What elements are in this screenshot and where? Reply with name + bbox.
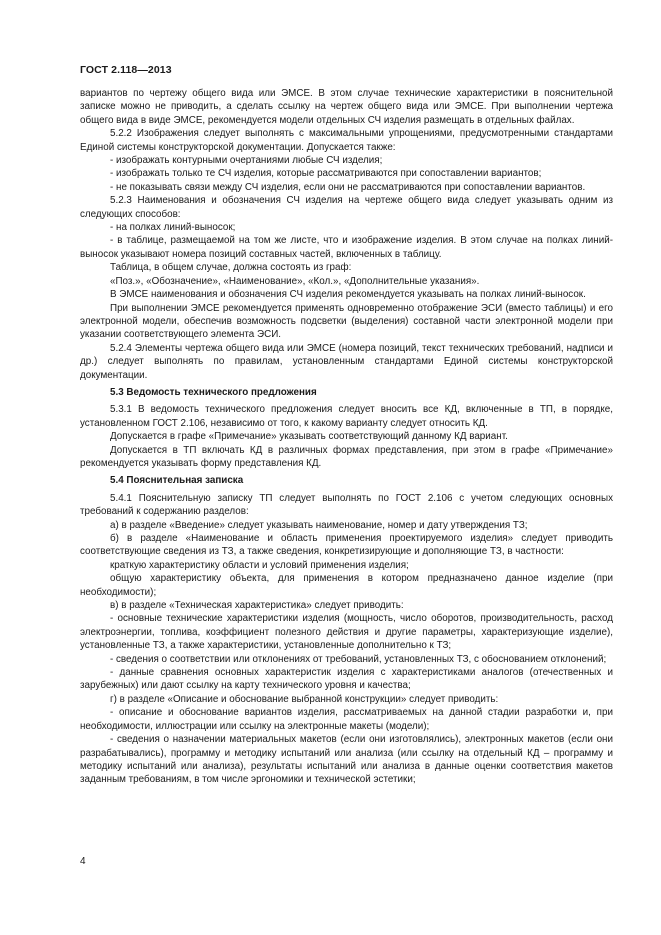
paragraph: а) в разделе «Введение» следует указывать наименование, номер и дату утверждения ТЗ; bbox=[110, 519, 528, 531]
paragraph: - сведения о назначении материальных макетов (если они изготовлялись), электронных макетов (если они разрабатывались), программу и методику испытаний или анализа (или ссылку на отдельный КД – программу и методику испытаний или анализа), результаты испытаний или анализа в данные оценки соответствия макетов заданным требованиям, в том числе эргономики и технической эстетики; bbox=[80, 734, 613, 786]
paragraph: В ЭМСЕ наименования и обозначения СЧ изделия рекомендуется указывать на полках линий-выносок. bbox=[110, 289, 586, 301]
document-body bbox=[80, 87, 613, 787]
paragraph: - данные сравнения основных характеристик изделия с характеристиками аналогов (отечественных и зарубежных) или дают ссылку на карту технического уровня и качества; bbox=[80, 667, 613, 692]
paragraph: 5.2.4 Элементы чертежа общего вида или ЭМСЕ (номера позиций, текст технических требований, надписи и др.) следует выполнять по правилам, установленным стандартами Единой системы конструкторской документации. bbox=[80, 342, 613, 381]
paragraph: Таблица, в общем случае, должна состоять из граф: bbox=[110, 262, 352, 274]
paragraph: б) в разделе «Наименование и область применения проектируемого изделия» следует приводить соответствующие сведения из ТЗ, а также сведения, конкретизирующие и дополняющие ТЗ, в частности: bbox=[80, 533, 613, 558]
paragraph: г) в разделе «Описание и обоснование выбранной конструкции» следует приводить: bbox=[110, 693, 499, 705]
section-heading: 5.3 Ведомость технического предложения bbox=[110, 386, 317, 398]
paragraph: - изображать только те СЧ изделия, которые рассматриваются при сопоставлении вариантов; bbox=[110, 168, 542, 180]
paragraph: - в таблице, размещаемой на том же листе, что и изображение изделия. В этом случае на полках линий-выносок указывают номера позиций составных частей, включенных в таблицу. bbox=[80, 235, 613, 260]
paragraph: - изображать контурными очертаниями любые СЧ изделия; bbox=[110, 155, 383, 167]
page-number: 4 bbox=[80, 856, 86, 867]
paragraph: При выполнении ЭМСЕ рекомендуется применять одновременно отображение ЭСИ (вместо таблицы) и его электронной модели, обеспечив возможность подсветки (выделения) составной части электронной модели при указании соответствующего элемента ЭСИ. bbox=[80, 302, 613, 341]
paragraph: - основные технические характеристики изделия (мощность, число оборотов, производительность, расход электроэнергии, топлива, коэффициент полезного действия и другие параметры, характеризующие изделие), установленные ТЗ, а также характеристики, установленные дополнительно к ТЗ; bbox=[80, 613, 613, 652]
paragraph: «Поз.», «Обозначение», «Наименование», «Кол.», «Дополнительные указания». bbox=[110, 275, 480, 287]
paragraph: - сведения о соответствии или отклонениях от требований, установленных ТЗ, с обоснованием отклонений; bbox=[110, 653, 607, 665]
paragraph: в) в разделе «Техническая характеристика» следует приводить: bbox=[110, 600, 404, 612]
paragraph: Допускается в ТП включать КД в различных формах представления, при этом в графе «Примечание» рекомендуется указывать форму представления КД. bbox=[80, 444, 613, 469]
paragraph: 5.2.2 Изображения следует выполнять с максимальными упрощениями, предусмотренными стандартами Единой системы конструкторской документации. Допускается также: bbox=[80, 128, 613, 153]
paragraph: вариантов по чертежу общего вида или ЭМСЕ. В этом случае технические характеристики в пояснительной записке можно не приводить, а сделать ссылку на чертеж общего вида или ЭМСЕ. При выполнении чертежа общего вида в виде ЭМСЕ, рекомендуется модели отдельных СЧ изделия размещать в отдельных файлах. bbox=[80, 88, 613, 126]
paragraph: Допускается в графе «Примечание» указывать соответствующий данному КД вариант. bbox=[110, 431, 508, 443]
paragraph: краткую характеристику области и условий применения изделия; bbox=[110, 559, 409, 571]
paragraph: - описание и обоснование вариантов изделия, рассматриваемых на данной стадии разработки и, при необходимости, иллюстрации или ссылку на электронные макеты (модели); bbox=[80, 707, 613, 732]
document-header: ГОСТ 2.118—2013 bbox=[80, 64, 172, 76]
paragraph: общую характеристику объекта, для применения в котором предназначено данное изделие (при необходимости); bbox=[80, 573, 613, 598]
paragraph: - не показывать связи между СЧ изделия, если они не рассматриваются при сопоставлении вариантов. bbox=[110, 181, 586, 193]
paragraph: - на полках линий-выносок; bbox=[110, 222, 236, 234]
paragraph: 5.2.3 Наименования и обозначения СЧ изделия на чертеже общего вида следует указывать одним из следующих способов: bbox=[80, 195, 613, 220]
section-heading: 5.4 Пояснительная записка bbox=[110, 475, 244, 487]
paragraph: 5.3.1 В ведомость технического предложения следует вносить все КД, включенные в ТП, в порядке, установленном ГОСТ 2.106, независимо от того, к какому варианту следует относить КД. bbox=[80, 404, 613, 429]
paragraph: 5.4.1 Пояснительную записку ТП следует выполнять по ГОСТ 2.106 с учетом следующих основных требований к содержанию разделов: bbox=[80, 492, 613, 518]
